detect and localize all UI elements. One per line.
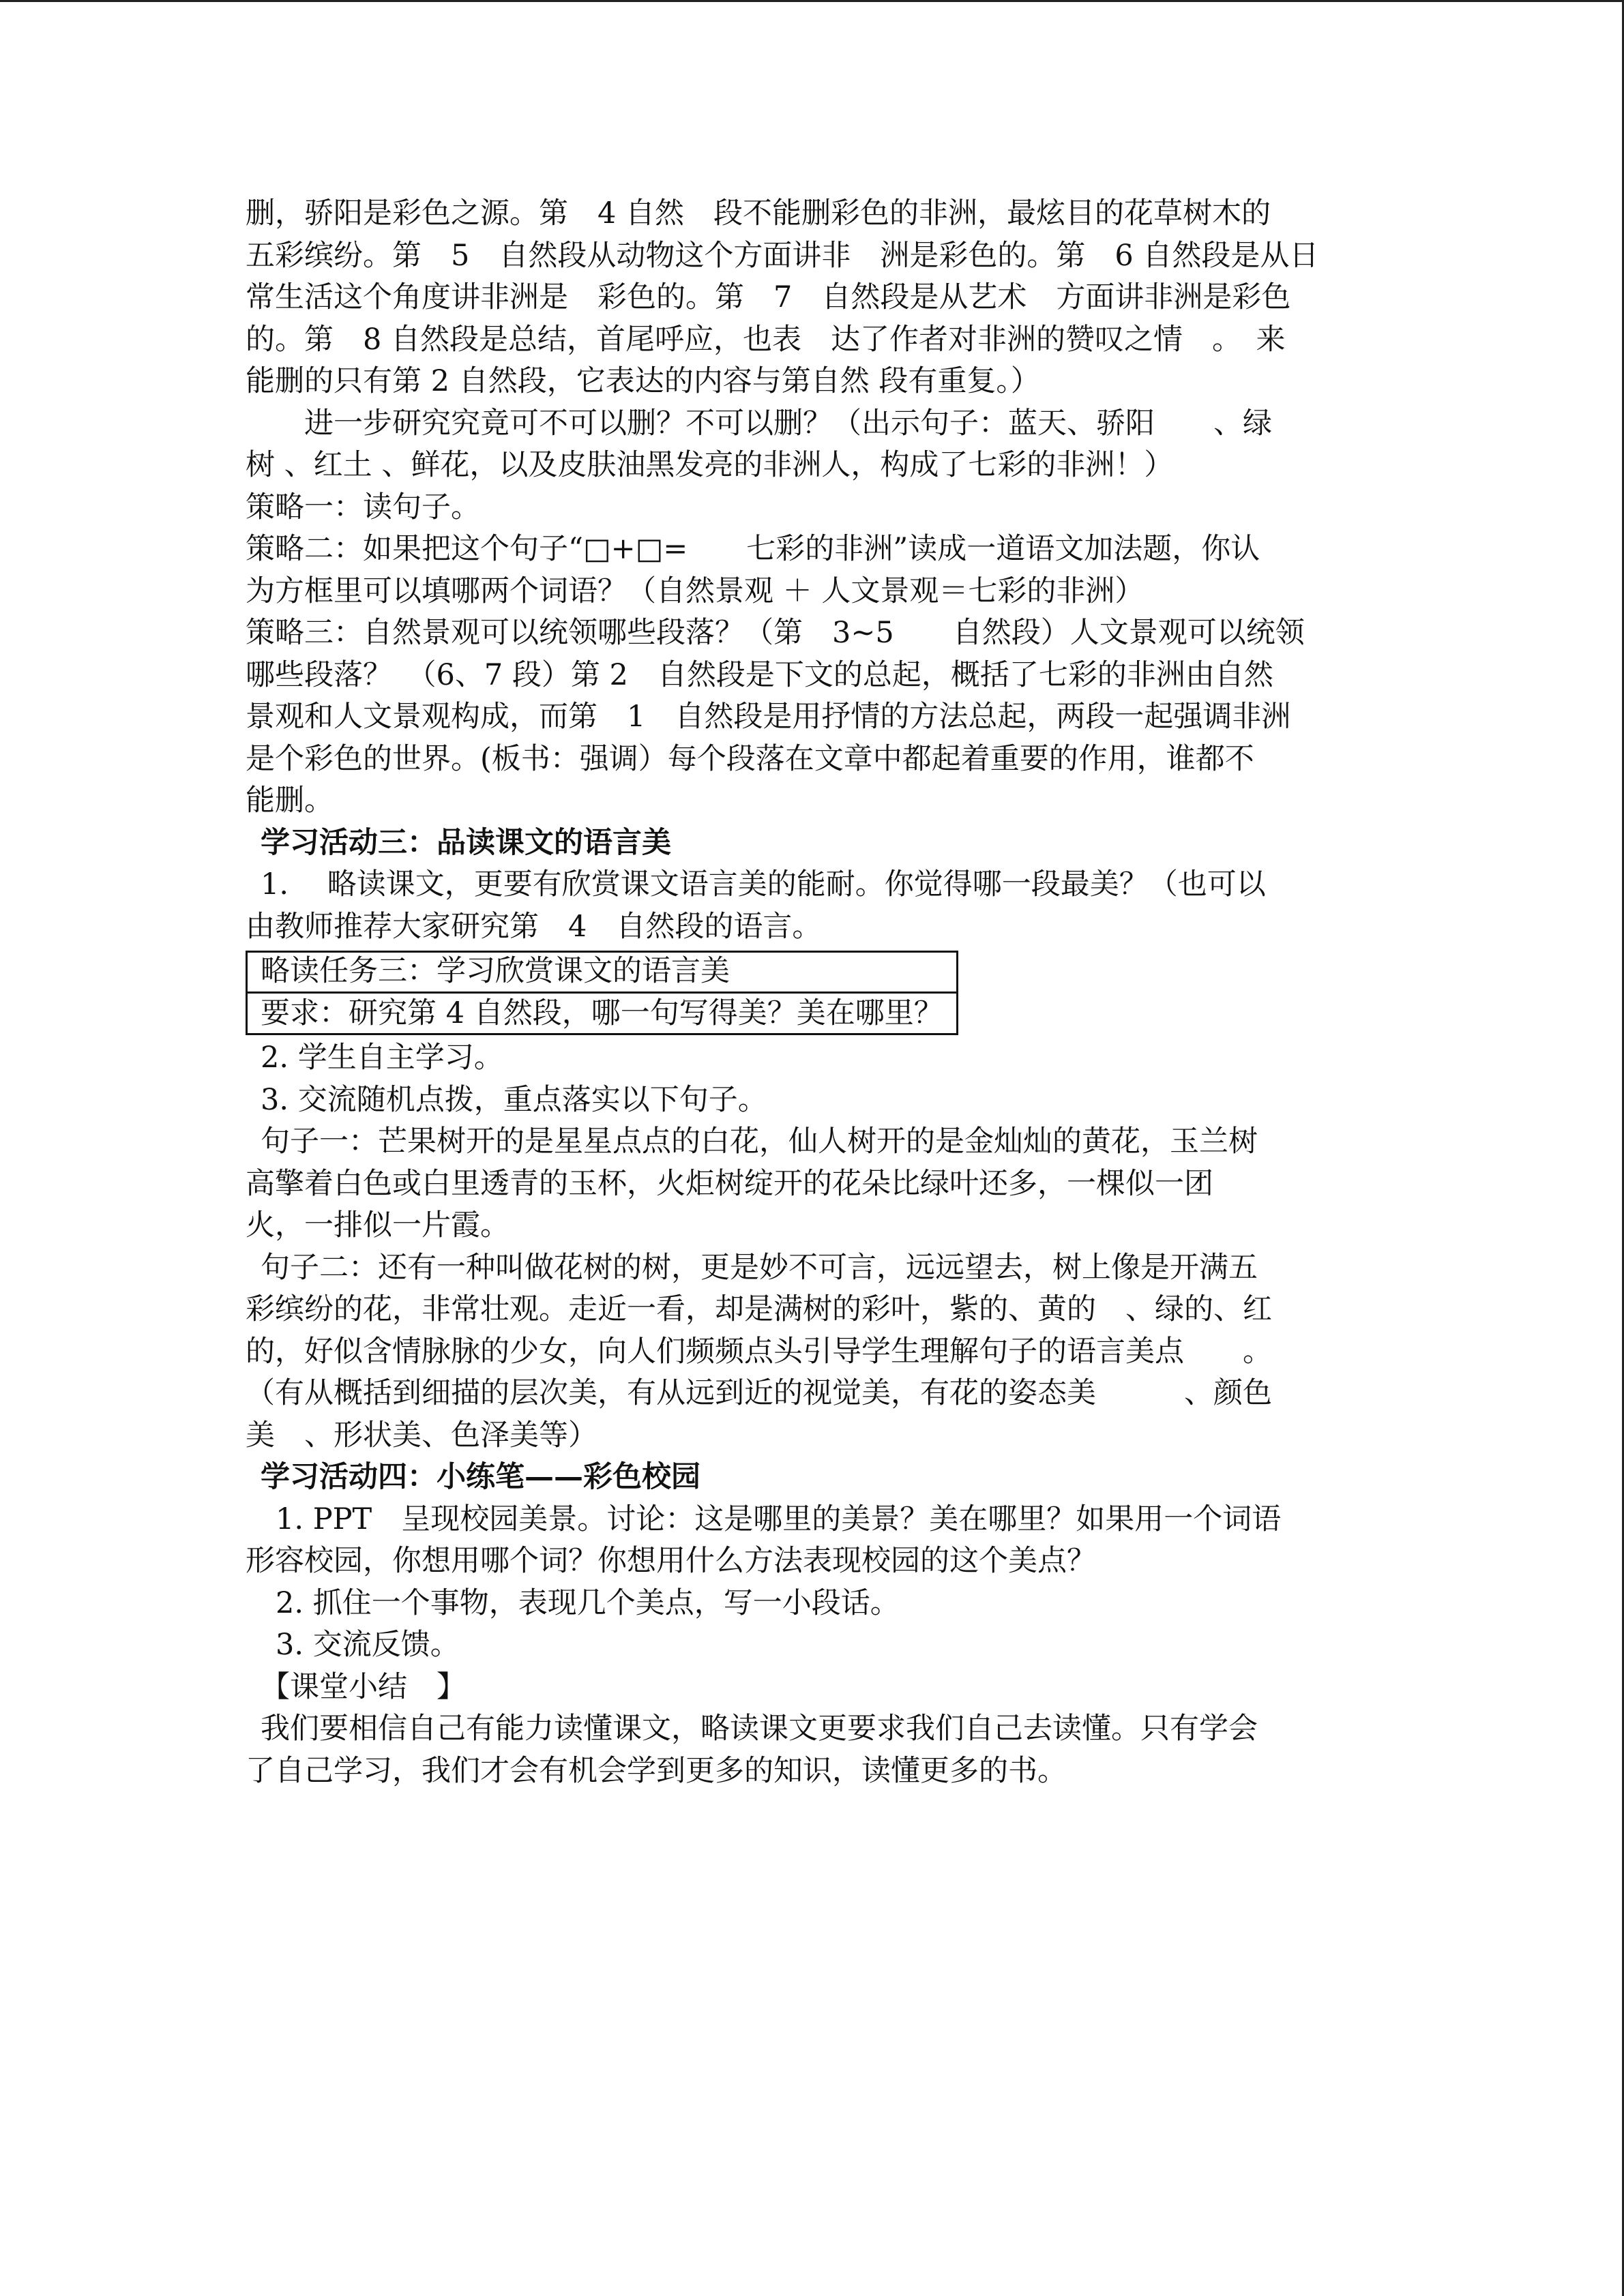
strategy-three-line: 景观和人文景观构成，而第 1 自然段是用抒情的方法总起，两段一起强调非洲: [246, 700, 1291, 734]
strategy-one: 策略一：读句子。: [246, 490, 480, 524]
strategy-three-line: 能删。: [246, 784, 334, 818]
task-box: [246, 951, 1378, 1034]
activity-four-item: 2. 抓住一个事物，表现几个美点，写一小段话。: [276, 1585, 900, 1620]
summary-line: 了自己学习，我们才会有机会学到更多的知识，读懂更多的书。: [246, 1753, 1067, 1788]
task-requirement: 要求：研究第 4 自然段，哪一句写得美？美在哪里？: [261, 996, 943, 1030]
activity-three-item: 1. 略读课文，更要有欣赏课文语言美的能耐。你觉得哪一段最美？（也可以: [261, 867, 1266, 901]
activity-four-item: 形容校园，你想用哪个词？你想用什么方法表现校园的这个美点？: [246, 1544, 1096, 1578]
activity-three-item: 2. 学生自主学习。: [261, 1041, 503, 1075]
activity-four-heading: 学习活动四：小练笔——彩色校园: [261, 1460, 700, 1494]
activity-three-item: 由教师推荐大家研究第 4 自然段的语言。: [246, 909, 822, 944]
summary-line: 我们要相信自己有能力读懂课文，略读课文更要求我们自己去读懂。只有学会: [261, 1712, 1258, 1746]
strategy-three-line: 哪些段落？ （6、7 段）第 2 自然段是下文的总起，概括了七彩的非洲由自然: [246, 657, 1273, 692]
strategy-three-line: 是个彩色的世界。(板书：强调）每个段落在文章中都起着重要的作用，谁都不: [246, 741, 1254, 776]
text-line: 能删的只有第 2 自然段，它表达的内容与第自然 段有重复。）: [246, 364, 1040, 398]
sentence-one-line: 句子一：芒果树开的是星星点点的白花，仙人树开的是金灿灿的黄花，玉兰树: [261, 1124, 1258, 1159]
text-line: 五彩缤纷。第 5 自然段从动物这个方面讲非 洲是彩色的。第 6 自然段是从日: [246, 238, 1319, 273]
sentence-two-line: 美 、形状美、色泽美等）: [246, 1418, 597, 1452]
activity-four-item: 3. 交流反馈。: [276, 1628, 460, 1662]
summary-heading: 【课堂小结 】: [261, 1669, 466, 1704]
activity-three-item: 3. 交流随机点拨，重点落实以下句子。: [261, 1082, 767, 1117]
document-page: [246, 193, 1378, 1792]
sentence-one-line: 火，一排似一片霞。: [246, 1208, 510, 1242]
strategy-three-line: 策略三：自然景观可以统领哪些段落？（第 3~5 自然段）人文景观可以统领: [246, 616, 1305, 650]
strategy-two-line: 为方框里可以填哪两个词语？（自然景观 ＋ 人文景观＝七彩的非洲）: [246, 573, 1145, 608]
sentence-one-line: 高擎着白色或白里透青的玉杯，火炬树绽开的花朵比绿叶还多，一棵似一团: [246, 1166, 1213, 1201]
task-title: 略读任务三：学习欣赏课文的语言美: [261, 954, 730, 988]
text-line: 删，骄阳是彩色之源。第 4 自然 段不能删彩色的非洲，最炫目的花草树木的: [246, 196, 1271, 230]
sentence-two-line: 彩缤纷的花，非常壮观。走近一看，却是满树的彩叶，紫的、黄的 、绿的、红: [246, 1292, 1272, 1326]
text-line: 进一步研究究竟可不可以删？不可以删？（出示句子：蓝天、骄阳 、绿: [304, 406, 1272, 441]
task-box-divider: [246, 992, 958, 994]
text-line: 常生活这个角度讲非洲是 彩色的。第 7 自然段是从艺术 方面讲非洲是彩色: [246, 280, 1291, 314]
text-line: 树 、红土 、鲜花，以及皮肤油黑发亮的非洲人，构成了七彩的非洲！）: [246, 448, 1174, 482]
text-line: 的。第 8 自然段是总结，首尾呼应，也表 达了作者对非洲的赞叹之情 。 来: [246, 322, 1286, 357]
strategy-two-line: 策略二：如果把这个句子“□+□= 七彩的非洲”读成一道语文加法题，你认: [246, 532, 1260, 566]
page-top-border: [0, 0, 1624, 2]
sentence-two-line: （有从概括到细描的层次美，有从远到近的视觉美，有花的姿态美 、颜色: [246, 1376, 1272, 1410]
sentence-two-line: 句子二：还有一种叫做花树的树，更是妙不可言，远远望去，树上像是开满五: [261, 1250, 1258, 1285]
activity-four-item: 1. PPT 呈现校园美景。讨论：这是哪里的美景？美在哪里？如果用一个词语: [276, 1502, 1282, 1536]
sentence-two-line: 的，好似含情脉脉的少女，向人们频频点头引导学生理解句子的语言美点 。: [246, 1334, 1272, 1369]
activity-three-heading: 学习活动三：品读课文的语言美: [261, 825, 671, 860]
